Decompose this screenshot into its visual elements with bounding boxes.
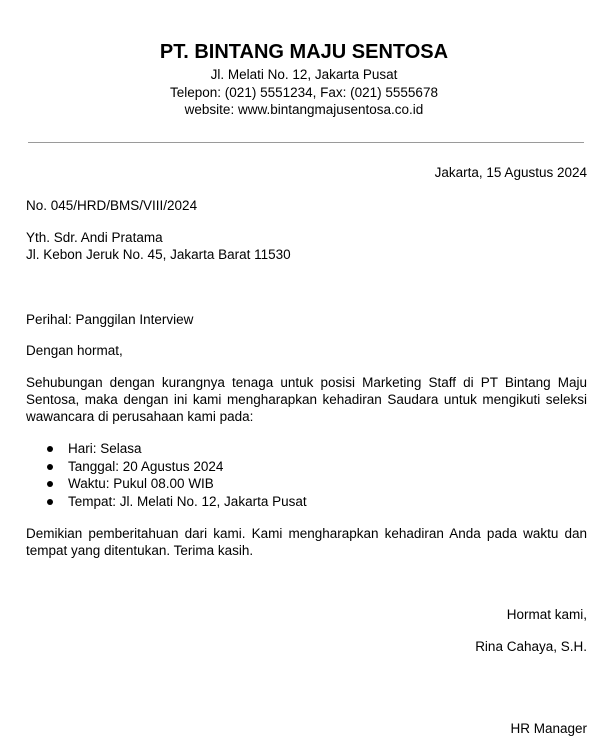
- body-paragraph: Sehubungan dengan kurangnya tenaga untuk posisi Marketing Staff di PT Bintang Maju Sentosa, maka dengan ini kami mengharapkan kehadiran Saudara untuk mengikuti seleksi wawancara di perusahaan kami pada:: [26, 375, 587, 424]
- company-address: Jl. Melati No. 12, Jakarta Pusat: [210, 67, 398, 82]
- valediction: Hormat kami,: [506, 607, 587, 622]
- list-item: [26, 458, 307, 476]
- signer-title: HR Manager: [510, 721, 587, 736]
- list-item: [26, 440, 307, 458]
- bullet-icon: [47, 464, 53, 470]
- bullet-icon: [47, 446, 53, 452]
- interview-details-list: [26, 440, 307, 510]
- letter-subject: Perihal: Panggilan Interview: [26, 312, 194, 327]
- letter-number: No. 045/HRD/BMS/VIII/2024: [26, 198, 198, 213]
- detail-day: Hari: Selasa: [68, 441, 142, 456]
- company-name: PT. BINTANG MAJU SENTOSA: [159, 41, 449, 63]
- letter-date: Jakarta, 15 Agustus 2024: [434, 165, 587, 180]
- letterhead-divider: [28, 142, 584, 143]
- detail-time: Waktu: Pukul 08.00 WIB: [68, 476, 214, 491]
- recipient-address: Jl. Kebon Jeruk No. 45, Jakarta Barat 11530: [26, 247, 291, 262]
- letterhead: [0, 40, 608, 119]
- closing-paragraph: Demikian pemberitahuan dari kami. Kami mengharapkan kehadiran Anda pada waktu dan tempat yang ditentukan. Terima kasih.: [26, 526, 587, 558]
- list-item: [26, 493, 307, 511]
- detail-place: Tempat: Jl. Melati No. 12, Jakarta Pusat: [68, 493, 307, 509]
- recipient-name: Yth. Sdr. Andi Pratama: [26, 230, 163, 245]
- list-item: [26, 475, 307, 493]
- company-phone-fax: Telepon: (021) 5551234, Fax: (021) 5555678: [170, 84, 438, 100]
- bullet-icon: [47, 481, 53, 487]
- salutation: Dengan hormat,: [26, 343, 123, 358]
- detail-date: Tanggal: 20 Agustus 2024: [68, 458, 224, 474]
- recipient-block: [26, 229, 291, 263]
- bullet-icon: [47, 499, 53, 505]
- signer-name: Rina Cahaya, S.H.: [475, 639, 587, 654]
- company-website: website: www.bintangmajusentosa.co.id: [184, 102, 424, 117]
